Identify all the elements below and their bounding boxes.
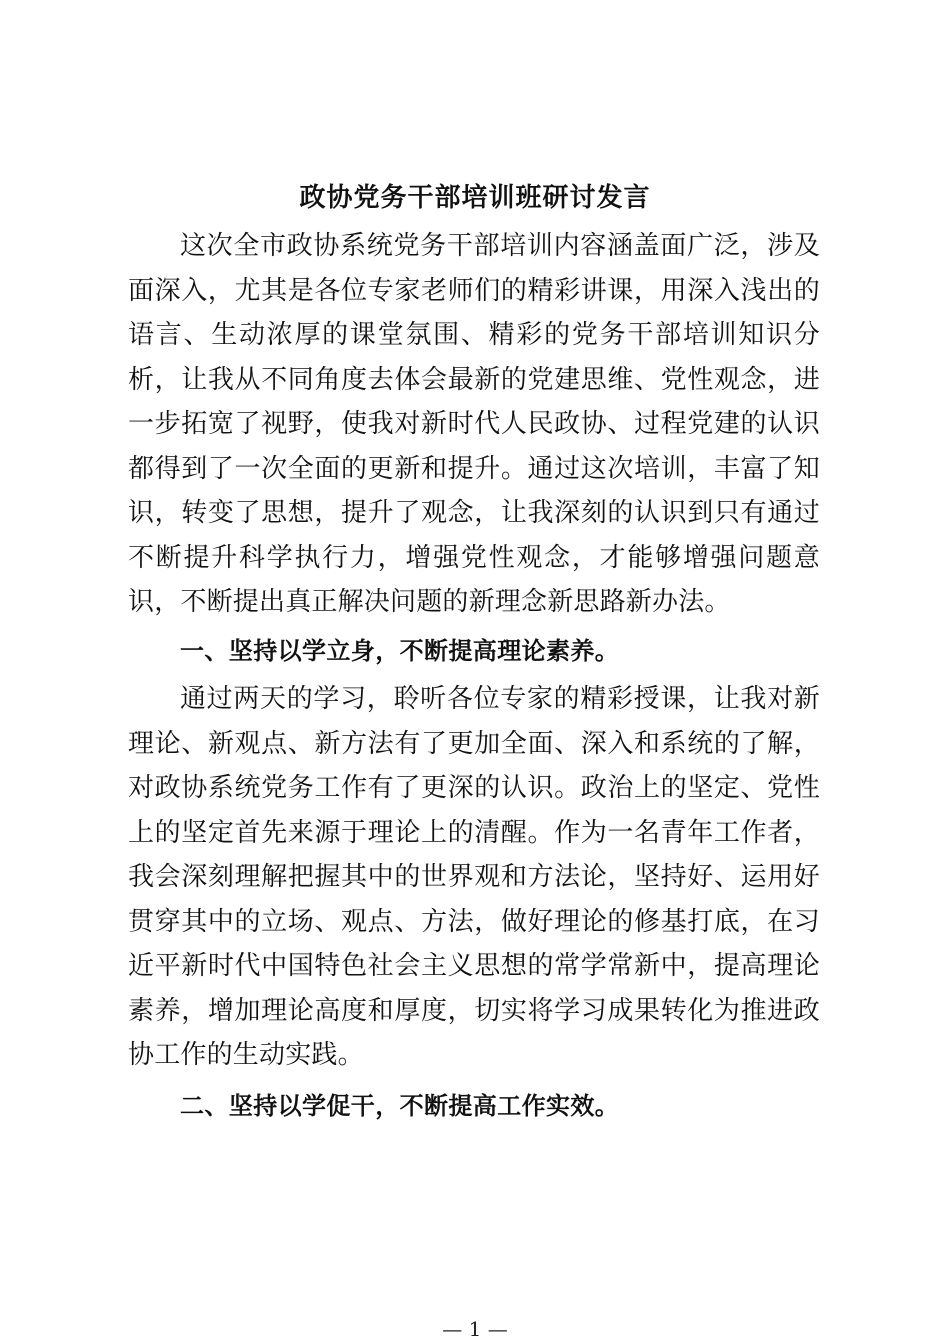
section-heading-1: 一、坚持以学立身，不断提高理论素养。: [180, 636, 620, 665]
page-title: 政协党务干部培训班研讨发言: [299, 183, 651, 213]
document-body: [128, 224, 820, 1128]
intro-paragraph: 这次全市政协系统党务干部培训内容涵盖面广泛，涉及面深入，尤其是各位专家老师们的精彩讲课，用深入浅出的语言、生动浓厚的课堂氛围、精彩的党务干部培训知识分析，让我从不同角度去体会最新的党建思维、党性观念，进一步拓宽了视野，使我对新时代人民政协、过程党建的认识都得到了一次全面的更新和提升。通过这次培训，丰富了知识，转变了思想，提升了观念，让我深刻的认识到只有通过不断提升科学执行力，增强党性观念，才能够增强问题意识，不断提出真正解决问题的新理念新思路新办法。: [128, 231, 820, 617]
page-number: — 1 —: [442, 1317, 508, 1341]
section-heading-2: 二、坚持以学促干，不断提高工作实效。: [180, 1091, 620, 1120]
section-paragraph-1: 通过两天的学习，聆听各位专家的精彩授课，让我对新理论、新观点、新方法有了更加全面、深入和系统的了解，对政协系统党务工作有了更深的认识。政治上的坚定、党性上的坚定首先来源于理论上的清醒。作为一名青年工作者，我会深刻理解把握其中的世界观和方法论，坚持好、运用好贯穿其中的立场、观点、方法，做好理论的修基打底，在习近平新时代中国特色社会主义思想的常学常新中，提高理论素养，增加理论高度和厚度，切实将学习成果转化为推进政协工作的生动实践。: [128, 684, 820, 1070]
